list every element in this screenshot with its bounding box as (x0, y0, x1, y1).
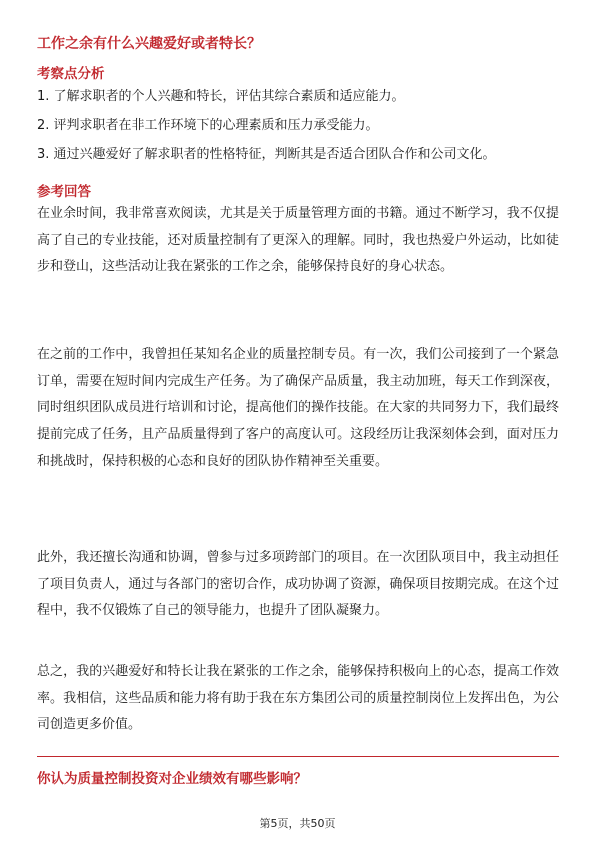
answer-paragraph-4: 总之，我的兴趣爱好和特长让我在紧张的工作之余，能够保持积极向上的心态，提高工作效率。我相信，这些品质和能力将有助于我在东方集团公司的质量控制岗位上发挥出色，为公司创造更多价值。 (37, 664, 559, 733)
answer-paragraph-3: 此外，我还擅长沟通和协调，曾参与过多项跨部门的项目。在一次团队项目中，我主动担任了项目负责人，通过与各部门的密切合作，成功协调了资源，确保项目按期完成。在这个过程中，我不仅锻炼了自己的领导能力，也提升了团队凝聚力。 (37, 550, 559, 619)
page-number-footer: 第5页，共50页 (259, 817, 336, 830)
analysis-heading: 考察点分析 (37, 66, 105, 82)
answer-heading: 参考回答 (37, 184, 91, 200)
answer-paragraph-1: 在业余时间，我非常喜欢阅读，尤其是关于质量管理方面的书籍。通过不断学习，我不仅提高了自己的专业技能，还对质量控制有了更深入的理解。同时，我也热爱户外运动，比如徒步和登山，这些活动让我在紧张的工作之余，能够保持良好的身心状态。 (37, 206, 559, 275)
section-divider (37, 756, 559, 757)
analysis-item-3: 3. 通过兴趣爱好了解求职者的性格特征，判断其是否适合团队合作和公司文化。 (37, 147, 496, 162)
question-title: 工作之余有什么兴趣爱好或者特长？ (37, 36, 261, 52)
analysis-item-2: 2. 评判求职者在非工作环境下的心理素质和压力承受能力。 (37, 118, 379, 133)
analysis-item-1: 1. 了解求职者的个人兴趣和特长，评估其综合素质和适应能力。 (37, 89, 405, 104)
answer-paragraph-2: 在之前的工作中，我曾担任某知名企业的质量控制专员。有一次，我们公司接到了一个紧急订单，需要在短时间内完成生产任务。为了确保产品质量，我主动加班，每天工作到深夜，同时组织团队成员进行培训和讨论，提高他们的操作技能。在大家的共同努力下，我们最终提前完成了任务，且产品质量得到了客户的高度认可。这段经历让我深刻体会到，面对压力和挑战时，保持积极的心态和良好的团队协作精神至关重要。 (37, 347, 559, 469)
next-question-title: 你认为质量控制投资对企业绩效有哪些影响？ (37, 771, 307, 787)
